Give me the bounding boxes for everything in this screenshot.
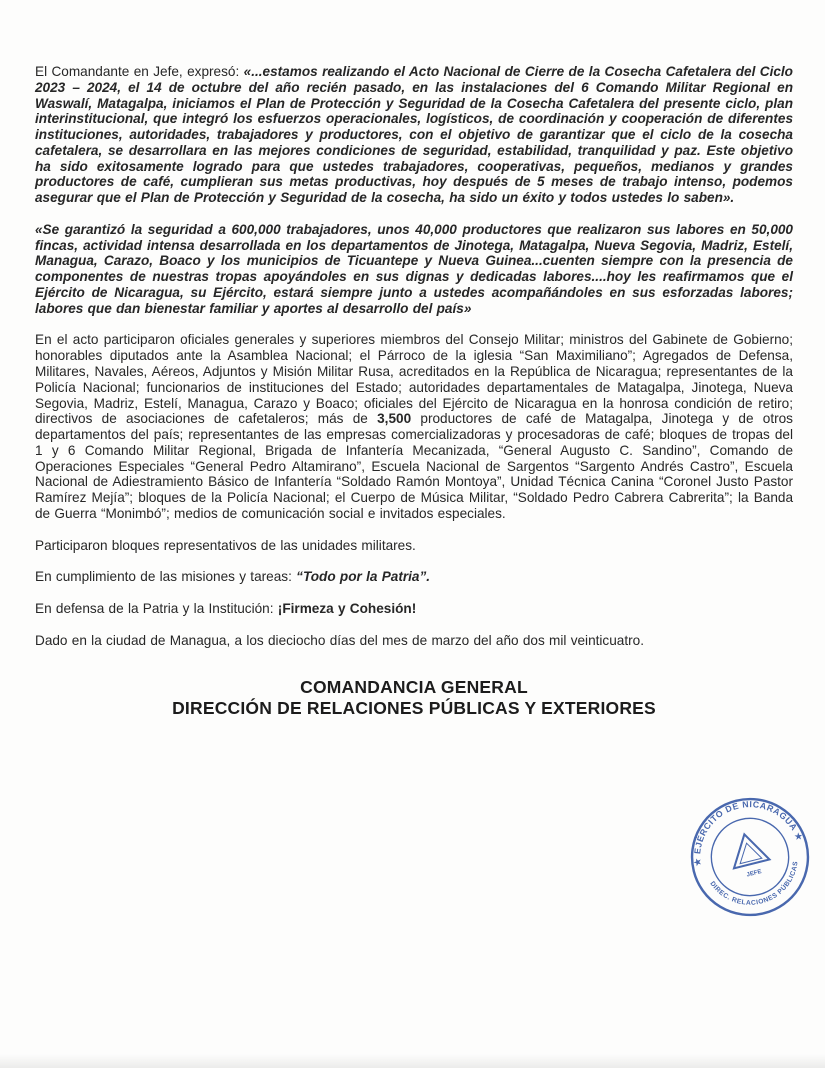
document-body <box>35 64 793 719</box>
paragraph-3-part1: En el acto participaron oficiales generales y superiores miembros del Consejo Militar; ministros del Gabinete de Gobierno; honorables diputados ante la Asamblea Nacional; el Párroco de la iglesia “San Maximiliano”; Agregados de Defensa, Militares, Navales, Aéreos, Adjuntos y Misión Militar Rusa, acreditados en la República de Nicaragua; representantes de la Policía Nacional; funcionarios de instituciones del Estado; autoridades departamentales de Matagalpa, Jinotega, Nueva Segovia, Madriz, Estelí, Managua, Carazo y Boaco; oficiales del Ejército de Nicaragua en la honrosa condición de retiro; directivos de asociaciones de cafetaleros; más de <box>35 332 793 427</box>
paragraph-5-intro: En cumplimiento de las misiones y tareas: <box>35 569 297 585</box>
paragraph-4: Participaron bloques representativos de las unidades militares. <box>35 537 416 553</box>
paragraph-1-quote: «...estamos realizando el Acto Nacional de Cierre de la Cosecha Cafetalera del Ciclo 2023 – 2024, el 14 de octubre del año recién pasado, en las instalaciones del 6 Comando Militar Regional en Waswalí, Matagalpa, iniciamos el Plan de Protección y Seguridad de la Cosecha Cafetalera del presente ciclo, plan interinstitucional, que integró los esfuerzos operacionales, logísticos, de coordinación y cooperación de diferentes instituciones, autoridades, trabajadores y productores, con el objetivo de garantizar que el ciclo de la cosecha cafetalera, se desarrollara en las mejores condiciones de seguridad, estabilidad, tranquilidad y paz. Este objetivo ha sido exitosamente logrado para que ustedes trabajadores, cooperativas, pequeños, medianos y grandes productores de café, cumplieran sus metas productivas, hoy después de 5 meses de trabajo intenso, podemos asegurar que el Plan de Protección y Seguridad de la cosecha, ha sido un éxito y todos ustedes lo saben». <box>35 64 793 206</box>
paragraph-5-motto: “Todo por la Patria”. <box>296 569 431 585</box>
paragraph-3-bold-number: 3,500 <box>377 411 412 427</box>
signature-heading <box>35 677 793 720</box>
paragraph-5 <box>35 569 793 585</box>
seal-triangle-icon <box>727 830 770 868</box>
paragraph-3-part2: productores de café de Matagalpa, Jinotega y de otros departamentos del país; representantes de las empresas comercializadoras y procesadoras de café; bloques de tropas del 1 y 6 Comando Militar Regional, Brigada de Infantería Mecanizada, “General Augusto C. Sandino”, Comando de Operaciones Especiales “General Pedro Altamirano”, Escuela Nacional de Sargentos “Sargento Andrés Castro”, Escuela Nacional de Adiestramiento Básico de Infantería “Soldado Ramón Montoya”, Unidad Técnica Canina “Coronel Justo Pastor Ramírez Mejía”; bloques de la Policía Nacional; el Cuerpo de Música Militar, “Soldado Pedro Cabrera Cabrerita”; la Banda de Guerra “Monimbó”; medios de comunicación social e invitados especiales. <box>35 411 793 521</box>
paragraph-1 <box>35 64 793 206</box>
paragraph-2: «Se garantizó la seguridad a 600,000 trabajadores, unos 40,000 productores que realizaron sus labores en 50,000 fincas, actividad intensa desarrollada en los departamentos de Jinotega, Matagalpa, Nueva Segovia, Madriz, Estelí, Managua, Carazo, Boaco y los municipios de Ticuantepe y Nueva Guinea...cuenten siempre con la presencia de componentes de nuestras tropas apoyándoles en sus dignas y dedicadas labores....hoy les reafirmamos que el Ejército de Nicaragua, su Ejército, estará siempre junto a ustedes acompañándoles en sus esforzadas labores; labores que dan bienestar familiar y aportes al desarrollo del país» <box>35 221 793 316</box>
signature-heading-line1: COMANDANCIA GENERAL <box>300 676 528 697</box>
paragraph-6-motto: ¡Firmeza y Cohesión! <box>277 601 417 617</box>
paragraph-6 <box>35 601 793 617</box>
seal-top-text: ★ EJÉRCITO DE NICARAGUA ★ <box>692 799 805 867</box>
paragraph-7: Dado en la ciudad de Managua, a los dieciocho días del mes de marzo del año dos mil veinticuatro. <box>35 632 644 648</box>
paragraph-3 <box>35 332 793 521</box>
seal-bottom-text: DIREC. RELACIONES PÚBLICAS <box>708 860 800 907</box>
seal-center-label: JEFE <box>745 868 763 879</box>
official-stamp <box>676 783 824 931</box>
paragraph-6-intro: En defensa de la Patria y la Institución: <box>35 601 278 617</box>
signature-heading-line2: DIRECCIÓN DE RELACIONES PÚBLICAS Y EXTERIORES <box>172 698 656 719</box>
paragraph-1-intro: El Comandante en Jefe, expresó: <box>35 64 244 79</box>
